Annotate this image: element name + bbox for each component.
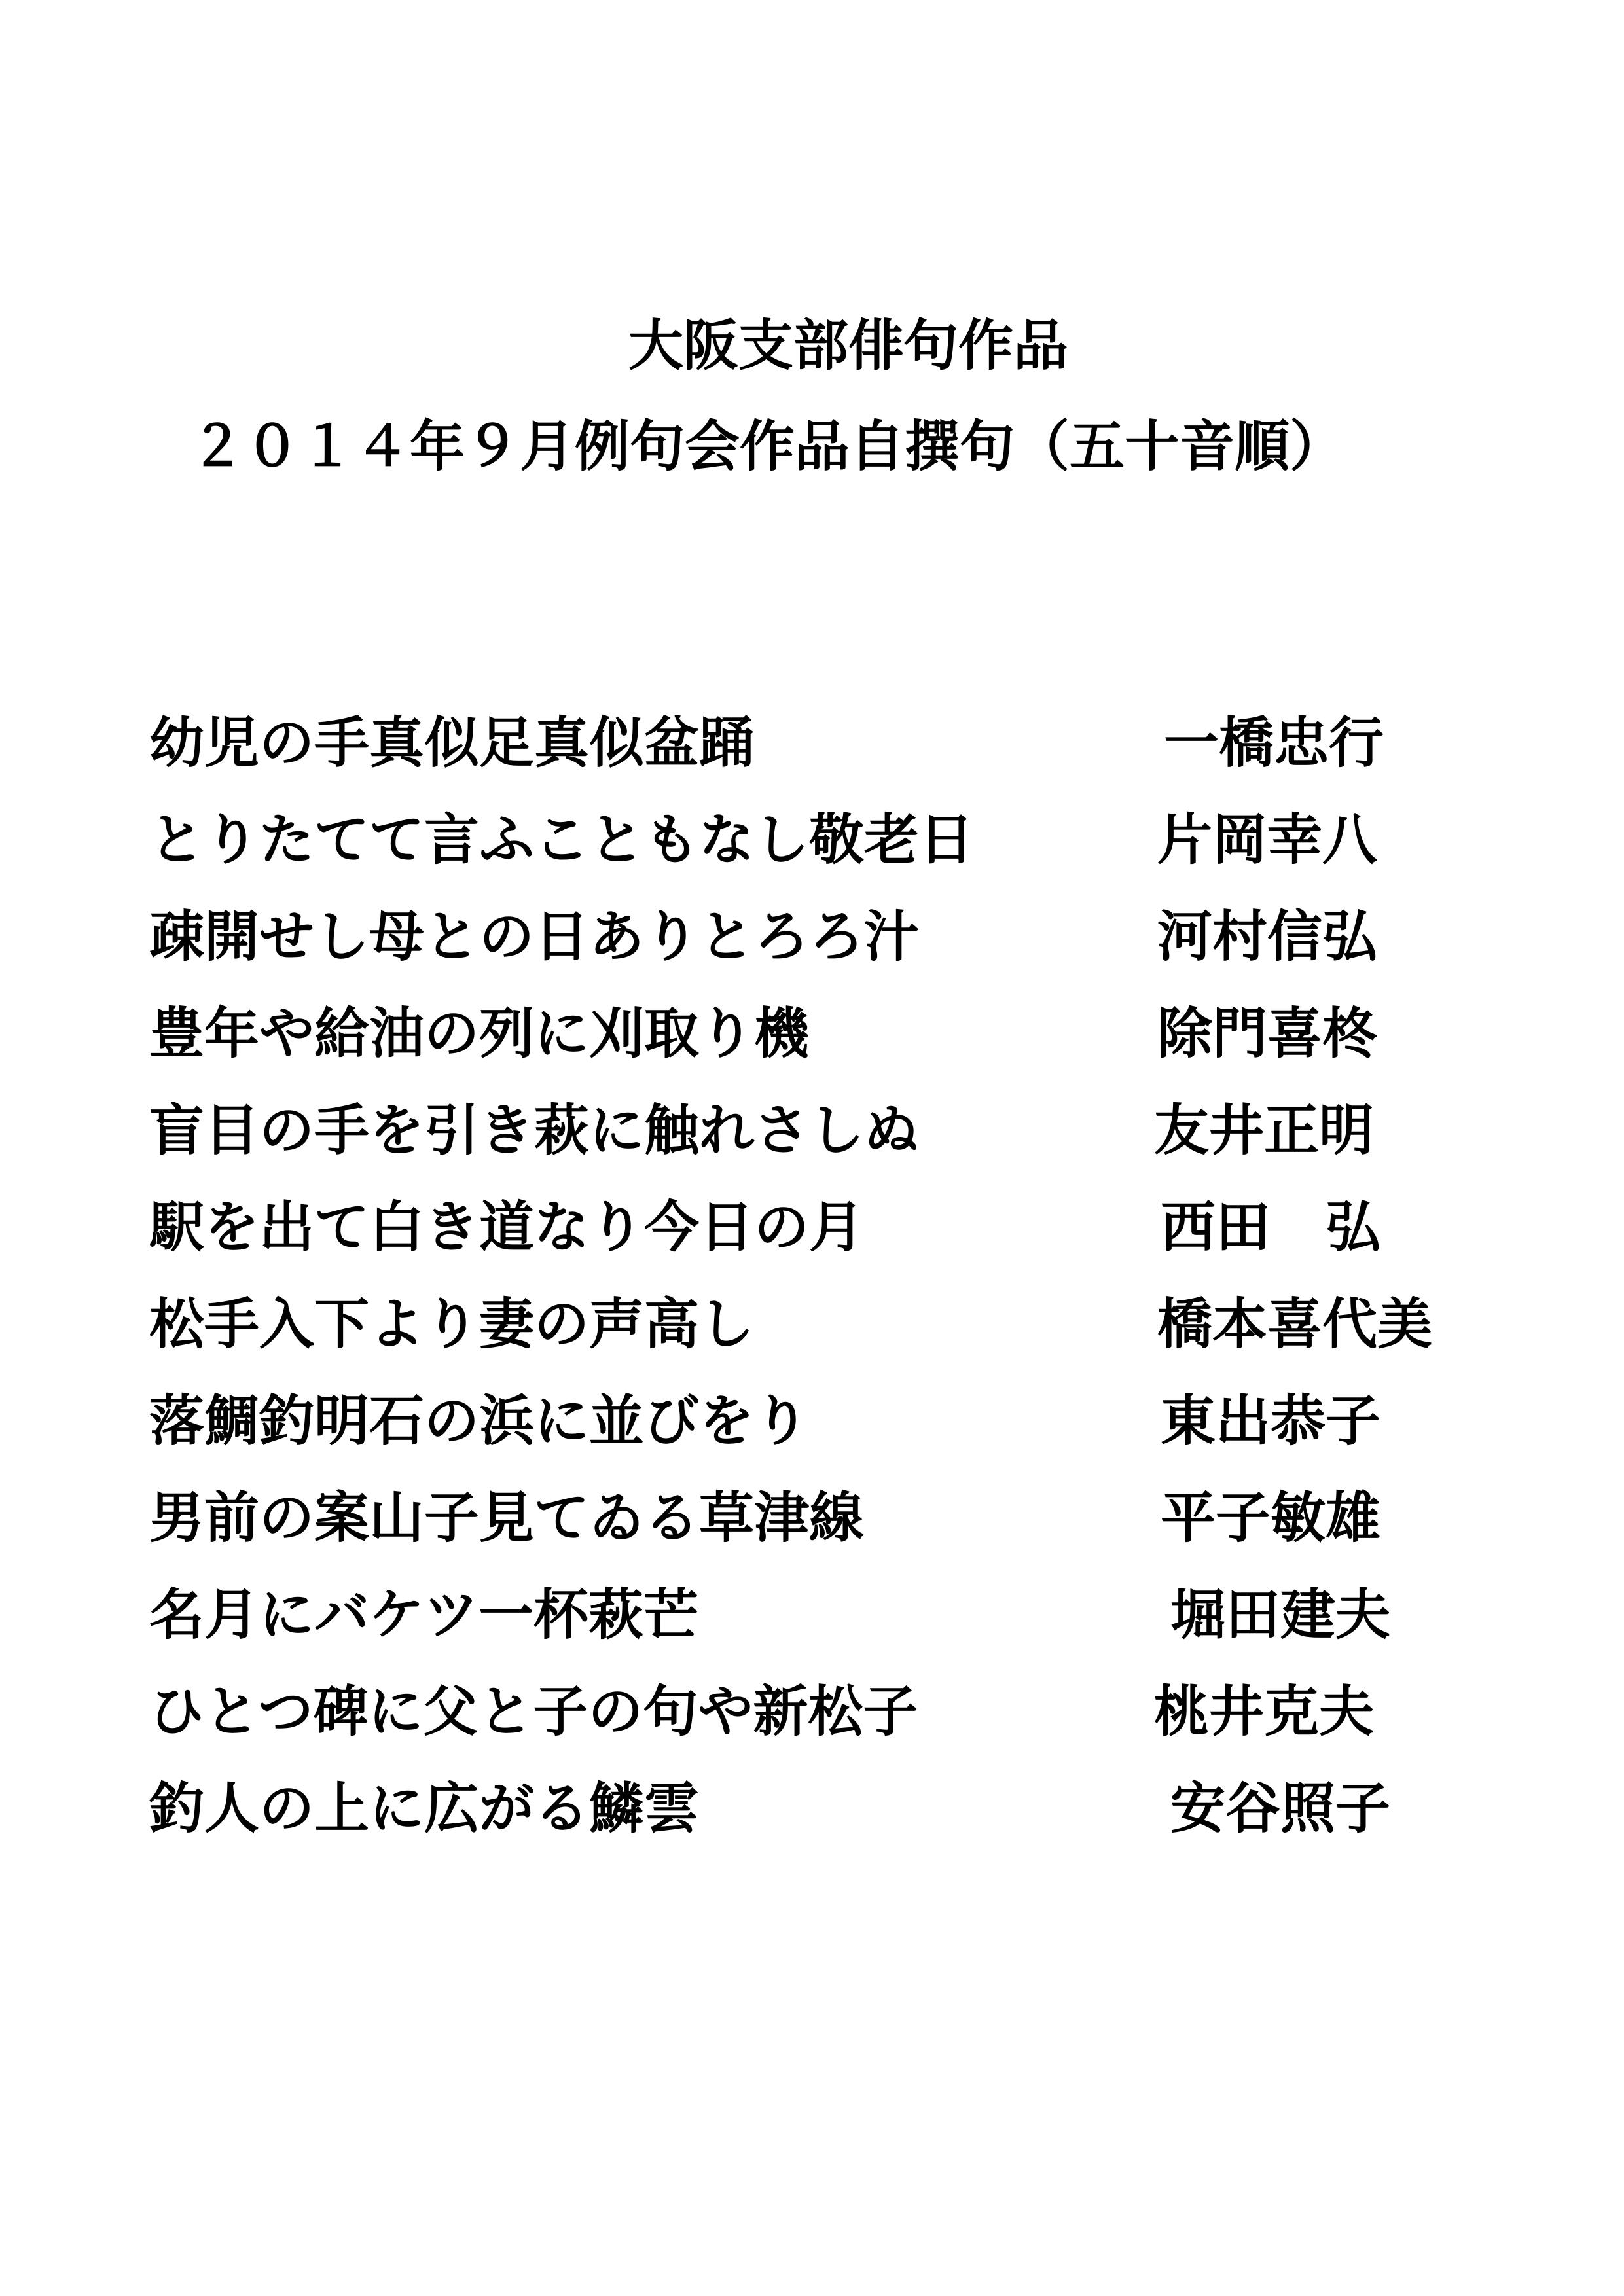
haiku-author: 友井正明 bbox=[1154, 1098, 1375, 1162]
haiku-author: 除門喜柊 bbox=[1157, 1001, 1378, 1066]
haiku-list bbox=[149, 707, 1524, 1869]
haiku-entry bbox=[149, 1191, 1524, 1288]
document-subtitle: ２０１４年９月例句会作品自撰句（五十音順） bbox=[190, 414, 1345, 478]
haiku-text: ひとつ碑に父と子の句や新松子 bbox=[149, 1679, 918, 1744]
haiku-author: 平子敏雄 bbox=[1161, 1485, 1381, 1550]
haiku-text: 松手入下より妻の声高し bbox=[149, 1291, 755, 1356]
haiku-text: 盲目の手を引き萩に触れさしぬ bbox=[149, 1098, 920, 1162]
haiku-entry bbox=[149, 1676, 1524, 1772]
haiku-entry bbox=[149, 1288, 1524, 1385]
haiku-author: 片岡幸八 bbox=[1157, 807, 1378, 872]
haiku-author: 桃井克夫 bbox=[1154, 1679, 1375, 1744]
haiku-entry bbox=[149, 1482, 1524, 1579]
haiku-text: 幼児の手真似足真似盆踊 bbox=[149, 710, 755, 775]
haiku-author: 東出恭子 bbox=[1161, 1388, 1381, 1453]
haiku-entry bbox=[149, 1772, 1524, 1869]
haiku-author: 橋本喜代美 bbox=[1157, 1291, 1433, 1356]
haiku-text: 釣人の上に広がる鱗雲 bbox=[149, 1776, 700, 1840]
haiku-entry bbox=[149, 901, 1524, 997]
haiku-text: 落鯛釣明石の浜に並びをり bbox=[149, 1388, 810, 1453]
haiku-author: 安谷照子 bbox=[1170, 1776, 1391, 1840]
haiku-author: 堀田建夫 bbox=[1170, 1582, 1391, 1647]
haiku-text: 駅を出て白き道なり今日の月 bbox=[149, 1194, 865, 1259]
haiku-author: 一橋忠行 bbox=[1164, 710, 1384, 775]
document-title: 大阪支部俳句作品 bbox=[628, 313, 1069, 378]
haiku-text: とりたてて言ふこともなし敬老日 bbox=[149, 807, 975, 872]
haiku-text: 疎開せし母との日ありとろろ汁 bbox=[149, 904, 920, 969]
haiku-text: 名月にバケツ一杯萩芒 bbox=[149, 1582, 699, 1647]
haiku-author: 河村信弘 bbox=[1157, 904, 1378, 969]
haiku-entry bbox=[149, 707, 1524, 804]
haiku-entry bbox=[149, 1579, 1524, 1676]
haiku-entry bbox=[149, 1094, 1524, 1191]
haiku-entry bbox=[149, 1385, 1524, 1482]
haiku-entry bbox=[149, 997, 1524, 1094]
haiku-text: 豊年や給油の列に刈取り機 bbox=[149, 1001, 810, 1066]
haiku-text: 男前の案山子見てゐる草津線 bbox=[149, 1485, 865, 1550]
haiku-entry bbox=[149, 804, 1524, 901]
haiku-author: 西田 弘 bbox=[1161, 1194, 1381, 1259]
